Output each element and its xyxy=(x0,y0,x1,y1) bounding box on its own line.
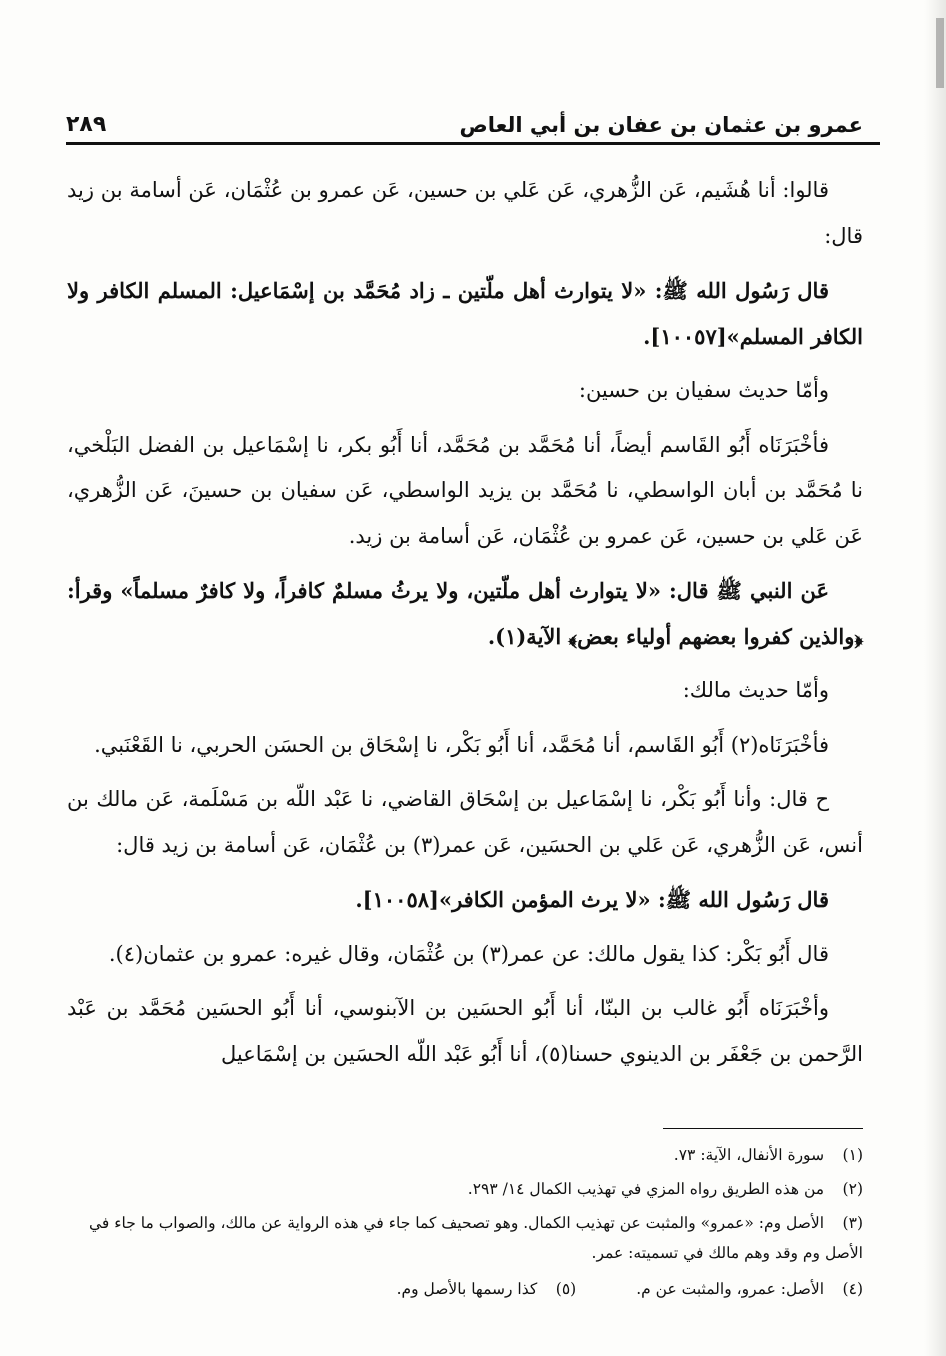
paragraph-3: وأمّا حديث سفيان بن حسين: xyxy=(578,378,829,402)
page-edge-shadow xyxy=(924,0,946,1356)
running-title: عمرو بن عثمان بن عفان بن أبي العاص xyxy=(459,113,863,137)
paragraph-6: وأمّا حديث مالك: xyxy=(682,678,829,702)
paragraph-9: قال رَسُول الله ﷺ: «لا يرث المؤمن الكافر»[١٠٠٥٨]. xyxy=(355,887,829,912)
running-head xyxy=(66,110,863,146)
paragraph-11: وأخْبَرَنَاه أَبُو غالب بن البنّا، أنا أَبُو الحسَين بن الآبنوسي، أنا أَبُو الحسَين مُحَمَّد بن عَبْد الرَّحمن بن جَعْفَر بن الدينوي حسنا(٥)، أنا أَبُو عَبْد اللّه الحسَين بن إسْمَاعيل xyxy=(67,996,863,1066)
footnote-text: من هذه الطريق رواه المزي في تهذيب الكمال ١٤/ ٢٩٣. xyxy=(467,1180,825,1198)
header-rule xyxy=(66,142,880,145)
paragraph-4: فأخْبَرَنَاه أَبُو القَاسم أيضاً، أنا مُحَمَّد بن مُحَمَّد، أنا أَبُو بكر، نا إسْمَاعيل بن الفضل البَلْخي، نا مُحَمَّد بن أبان الواسطي، نا مُحَمَّد بن يزيد الواسطي، عَن سفيان بن حسينَ، عَن الزُّهري، عَن عَلي بن حسين، عَن عمرو بن عُثْمَان، عَن أسامة بن زيد. xyxy=(67,432,863,548)
footnote-text: سورة الأنفال، الآية: ٧٣. xyxy=(673,1146,825,1164)
page-number: ٢٨٩ xyxy=(66,112,107,137)
footnote-4 xyxy=(636,1274,863,1304)
paragraph-7: فأخْبَرَنَاه(٢) أَبُو القَاسم، أنا مُحَمَّد، أنا أَبُو بَكْر، نا إسْحَاق بن الحسَن الحربي، نا القَعْنَبي. xyxy=(94,732,829,757)
footnote-number: (٥) xyxy=(555,1280,577,1298)
footnote-text: الأصل وم: «عمرو» والمثبت عن تهذيب الكمال. وهو تصحيف كما جاء في هذه الرواية عن مالك، والصواب ما جاء في الأصل وم وقد وهم مالك في تسميته: عمر. xyxy=(88,1214,863,1262)
footnote-row xyxy=(67,1274,863,1308)
paragraph-10: قال أَبُو بَكْر: كذا يقول مالك: عن عمر(٣) بن عُثْمَان، وقال غيره: عمرو بن عثمان(٤). xyxy=(108,941,829,966)
footnote-1 xyxy=(67,1140,863,1170)
footnote-2 xyxy=(67,1174,863,1204)
footnote-text: كذا رسمها بالأصل وم. xyxy=(396,1280,538,1298)
footnote-text: الأصل: عمرو، والمثبت عن م. xyxy=(636,1280,825,1298)
paragraph-8: ح قال: وأنا أَبُو بَكْر، نا إسْمَاعيل بن إسْحَاق القاضي، نا عَبْد اللّه بن مَسْلَمة، عَن مالك بن أنس، عَن الزُّهري، عَن عَلي بن الحسَين، عَن عمر(٣) بن عُثْمَان، عَن أسامة بن زيد قال: xyxy=(67,787,863,857)
footnote-number: (٣) xyxy=(842,1214,863,1232)
paragraph-2: قال رَسُول الله ﷺ: «لا يتوارث أهل ملّتين ـ زاد مُحَمَّد بن إسْمَاعيل: المسلم الكافر ولا الكافر المسلم»[١٠٠٥٧]. xyxy=(67,278,863,349)
footnote-5 xyxy=(397,1274,577,1304)
footnotes xyxy=(67,1140,863,1308)
footnote-3 xyxy=(67,1208,863,1268)
footnote-number: (٢) xyxy=(842,1180,863,1198)
paragraph-5: عَن النبي ﷺ قال: «لا يتوارث أهل ملّتين، ولا يرثُ مسلمٌ كافراً، ولا كافرٌ مسلماً» وقرأ: ﴿والذين كفروا بعضهم أولياء بعض﴾ الآية(١). xyxy=(67,578,863,649)
footnote-rule xyxy=(663,1128,863,1129)
paragraph-1: قالوا: أنا هُشَيم، عَن الزُّهري، عَن عَلي بن حسين، عَن عمرو بن عُثْمَان، عَن أسامة بن زيد قال: xyxy=(67,178,863,248)
footnote-number: (٤) xyxy=(842,1280,863,1298)
footnote-number: (١) xyxy=(842,1146,863,1164)
main-text xyxy=(67,168,863,1086)
page-edge-mark xyxy=(936,18,944,88)
